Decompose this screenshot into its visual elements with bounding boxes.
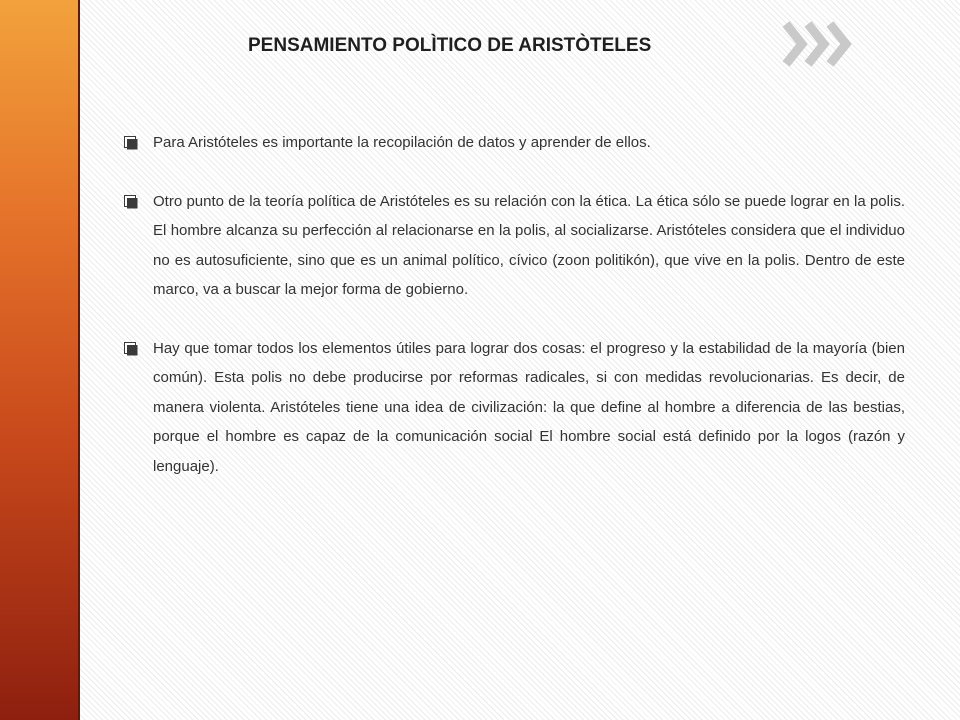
- decorative-sidebar: [0, 0, 80, 720]
- bullet-item: [124, 128, 905, 158]
- square-bullet-icon: [124, 136, 138, 150]
- square-bullet-icon: [124, 195, 138, 209]
- bullet-item: [124, 334, 905, 482]
- slide-title: PENSAMIENTO POLÌTICO DE ARISTÒTELES: [248, 35, 652, 56]
- square-bullet-icon: [124, 342, 138, 356]
- triple-chevron-icon: [780, 20, 860, 68]
- bullet-text: Hay que tomar todos los elementos útiles para lograr dos cosas: el progreso y la estabilidad de la mayoría (bien común). Esta polis no debe producirse por reformas radicales, si con medidas revolucionarias. Es decir, de manera violenta. Aristóteles tiene una idea de civilización: la que define al hombre a diferencia de las bestias, porque el hombre es capaz de la comunicación social El hombre social está definido por la logos (razón y lenguaje).: [153, 339, 905, 475]
- bullet-item: [124, 187, 905, 305]
- slide-content: [124, 128, 905, 510]
- bullet-text: Otro punto de la teoría política de Aristóteles es su relación con la ética. La ética sólo se puede lograr en la polis. El hombre alcanza su perfección al relacionarse en la polis, al socializarse. Aristóteles considera que el individuo no es autosuficiente, sino que es un animal político, cívico (zoon politikón), que vive en la polis. Dentro de este marco, va a buscar la mejor forma de gobierno.: [153, 192, 905, 298]
- bullet-text: Para Aristóteles es importante la recopilación de datos y aprender de ellos.: [153, 134, 651, 151]
